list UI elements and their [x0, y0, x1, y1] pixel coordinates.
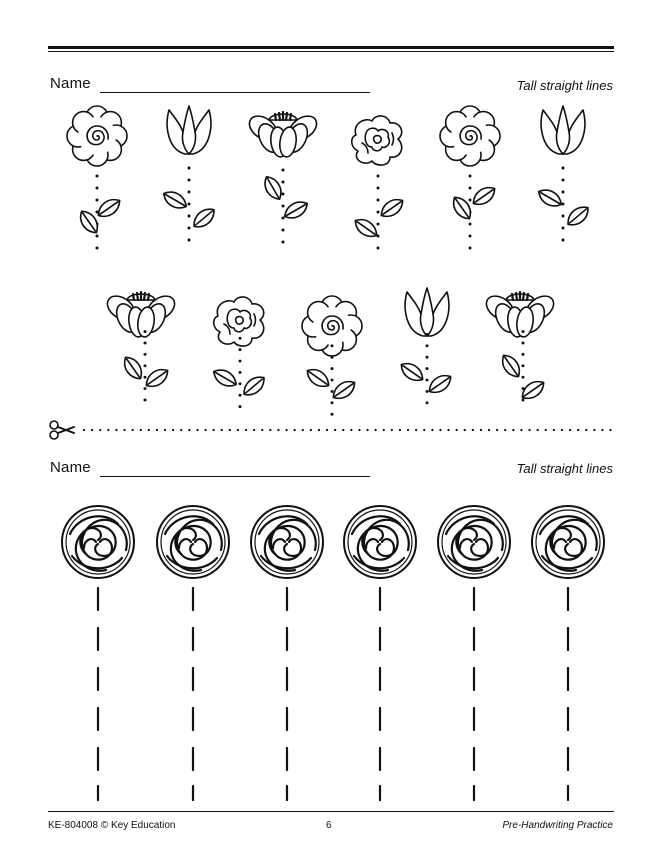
rose-icon [352, 116, 402, 165]
subtitle-bottom: Tall straight lines [516, 461, 613, 476]
lollipop-icon [251, 506, 323, 578]
lollipop-icon [157, 506, 229, 578]
swirl-flower-icon [440, 106, 500, 166]
footer-page-number: 6 [326, 820, 332, 831]
lollipop-row [62, 506, 604, 578]
footer-credit: KE-804008 © Key Education [48, 820, 176, 831]
lollipop-icon [62, 506, 134, 578]
dashed-stems[interactable] [98, 588, 568, 800]
daisy-icon [103, 291, 179, 338]
leaves-row-1 [76, 173, 592, 241]
dotted-stems-row-1[interactable] [96, 167, 565, 250]
tulip-icon [541, 106, 585, 154]
swirl-flower-icon [67, 106, 127, 166]
lollipop-icon [344, 506, 416, 578]
subtitle-top: Tall straight lines [516, 78, 613, 93]
daisy-icon [482, 291, 558, 338]
scissors-icon [50, 421, 74, 439]
lollipop-icon [438, 506, 510, 578]
footer-title: Pre-Handwriting Practice [502, 820, 613, 831]
flower-row-1 [67, 106, 585, 166]
tulip-icon [167, 106, 211, 154]
name-label-top: Name [50, 75, 91, 92]
tulip-icon [405, 288, 449, 336]
name-label-bottom: Name [50, 459, 91, 476]
lollipop-icon [532, 506, 604, 578]
daisy-icon [245, 111, 321, 158]
leaves-row-2 [120, 351, 548, 403]
